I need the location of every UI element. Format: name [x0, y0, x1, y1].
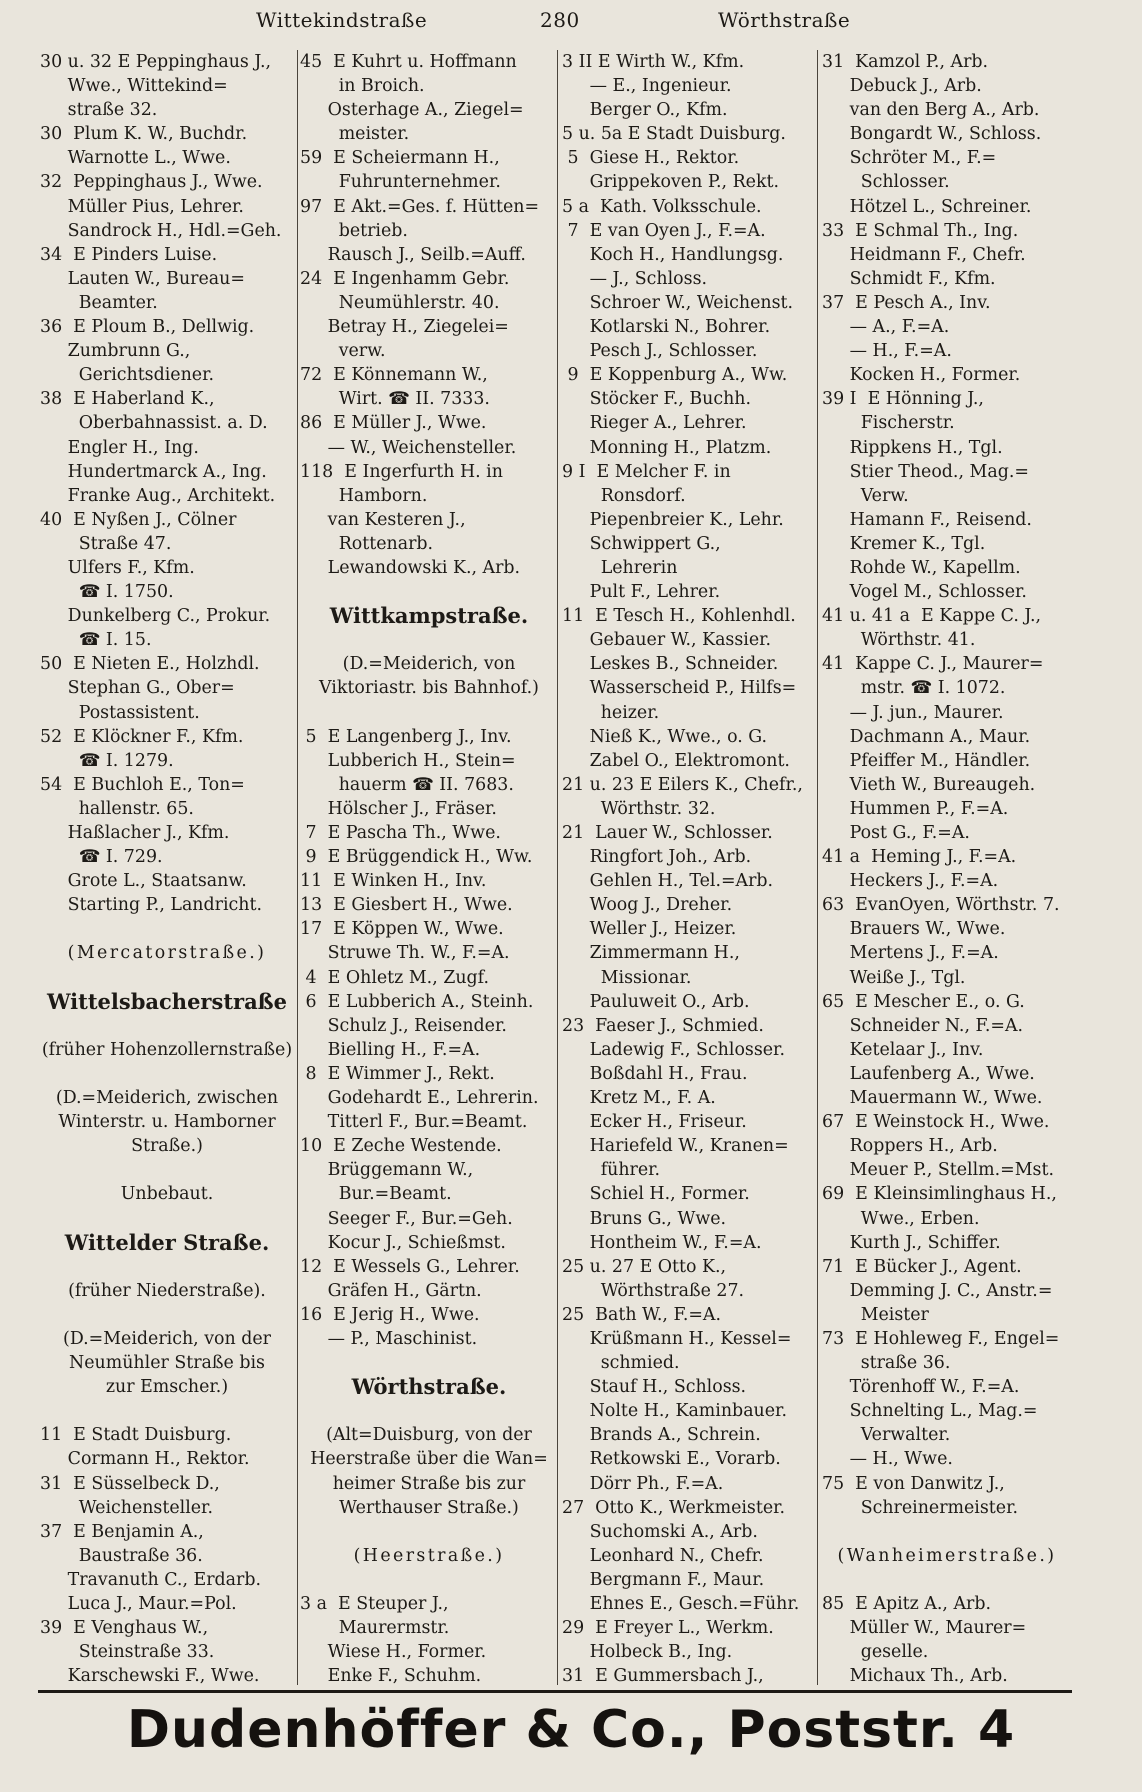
directory-line: van Kesteren J.,	[300, 509, 466, 530]
directory-line: 45 E Kuhrt u. Hoffmann	[300, 52, 517, 72]
directory-line: 41 Kappe C. J., Maurer=	[822, 654, 1044, 675]
directory-line: Straße 47.	[40, 533, 172, 554]
directory-line: Hamann F., Reisend.	[822, 509, 1032, 530]
directory-line: Fuhrunternehmer.	[300, 172, 501, 193]
directory-line: Stier Theod., Mag.=	[822, 461, 1029, 482]
directory-line: Wasserscheid P., Hilfs=	[562, 678, 797, 699]
spacer	[40, 1303, 294, 1327]
directory-line: Laufenberg A., Wwe.	[822, 1063, 1035, 1084]
directory-line: (D.=Meiderich, zwischen	[55, 1088, 279, 1109]
directory-line: — W., Weichensteller.	[300, 437, 517, 458]
spacer	[40, 1158, 294, 1182]
directory-line: 33 E Schmal Th., Ing.	[822, 220, 1019, 241]
directory-line: 3 II E Wirth W., Kfm.	[562, 52, 745, 72]
directory-line: Wörthstr. 41.	[822, 630, 976, 651]
directory-line: Kretz M., F. A.	[562, 1088, 716, 1109]
directory-line: Stauf H., Schloss.	[562, 1377, 747, 1398]
directory-line: Karschewski F., Wwe.	[40, 1666, 260, 1685]
directory-line: Ulfers F., Kfm.	[40, 557, 195, 578]
directory-line: — A., F.=A.	[822, 317, 950, 338]
directory-line: Vieth W., Bureaugeh.	[822, 774, 1036, 795]
directory-line: Godehardt E., Lehrerin.	[300, 1088, 539, 1109]
directory-line: 97 E Akt.=Ges. f. Hütten=	[300, 196, 540, 217]
directory-line: Kurth J., Schiffer.	[822, 1232, 1001, 1253]
directory-line: ☎ I. 1750.	[40, 582, 174, 603]
page-number: 280	[540, 8, 580, 32]
directory-line: Gräfen H., Gärtn.	[300, 1280, 482, 1301]
directory-line: Wiese H., Former.	[300, 1642, 487, 1663]
directory-line: Ketelaar J., Inv.	[822, 1039, 984, 1060]
directory-line: Boßdahl H., Frau.	[562, 1063, 748, 1084]
page-header	[0, 8, 1142, 42]
directory-line: Hamborn.	[300, 485, 428, 506]
directory-line: Demming J. C., Anstr.=	[822, 1280, 1053, 1301]
directory-line: Rohde W., Kapellm.	[822, 557, 1021, 578]
directory-line: Haßlacher J., Kfm.	[40, 823, 230, 843]
directory-line: Maurermstr.	[300, 1618, 450, 1639]
directory-line: Berger O., Kfm.	[562, 100, 728, 121]
directory-line: 37 E Pesch A., Inv.	[822, 292, 991, 313]
directory-line: Unbebaut.	[120, 1184, 214, 1205]
spacer	[300, 1568, 558, 1592]
directory-line: (Heerstraße.)	[353, 1545, 505, 1566]
directory-line: Wwe., Wittekind=	[40, 76, 228, 97]
spacer	[300, 1351, 558, 1375]
directory-line: Heidmann F., Chefr.	[822, 244, 1026, 265]
directory-line: van den Berg A., Arb.	[822, 100, 1040, 121]
spacer	[40, 1014, 294, 1038]
column-3	[562, 50, 816, 1685]
directory-line: Missionar.	[562, 967, 692, 988]
directory-line: 21 Lauer W., Schlosser.	[562, 823, 773, 843]
directory-line: 54 E Buchloh E., Ton=	[40, 774, 245, 795]
directory-line: Meister	[822, 1304, 929, 1325]
directory-line: 5 Giese H., Rektor.	[562, 148, 740, 169]
directory-line: 13 E Giesbert H., Wwe.	[300, 895, 513, 916]
column-1	[40, 50, 294, 1685]
directory-line: Cormann H., Rektor.	[40, 1449, 250, 1470]
directory-line: 50 E Nieten E., Holzhdl.	[40, 654, 260, 675]
directory-line: 67 E Weinstock H., Wwe.	[822, 1112, 1050, 1133]
directory-line: 75 E von Danwitz J.,	[822, 1473, 1005, 1494]
column-divider	[817, 50, 818, 1685]
directory-line: Hölscher J., Fräser.	[300, 798, 497, 819]
directory-line: 9 I E Melcher F. in	[562, 461, 731, 482]
spacer	[300, 628, 558, 652]
directory-line: Lehrerin	[562, 557, 678, 578]
directory-line: in Broich.	[300, 76, 425, 97]
directory-line: Rieger A., Lehrer.	[562, 413, 747, 434]
directory-line: 65 E Mescher E., o. G.	[822, 991, 1025, 1012]
directory-line: Piepenbreier K., Lehr.	[562, 509, 784, 530]
directory-line: Warnotte L., Wwe.	[40, 148, 231, 169]
directory-line: 73 E Hohleweg F., Engel=	[822, 1328, 1060, 1349]
directory-line: Enke F., Schuhm.	[300, 1666, 482, 1685]
directory-line: Brands A., Schrein.	[562, 1425, 761, 1446]
directory-line: 27 Otto K., Werkmeister.	[562, 1497, 786, 1518]
spacer	[40, 1062, 294, 1086]
directory-line: Schlosser.	[822, 172, 950, 193]
street-heading: Wörthstraße.	[351, 1375, 507, 1400]
directory-line: 24 E Ingenhamm Gebr.	[300, 268, 510, 289]
directory-line: 118 E Ingerfurth H. in	[300, 461, 503, 482]
directory-line: Stephan G., Ober=	[40, 678, 235, 699]
directory-line: Hariefeld W., Kranen=	[562, 1136, 789, 1157]
directory-line: 32 Peppinghaus J., Wwe.	[40, 172, 263, 193]
directory-line: Wörthstraße 27.	[562, 1280, 745, 1301]
directory-line: Travanuth C., Erdarb.	[40, 1569, 261, 1590]
directory-line: — J., Schloss.	[562, 268, 708, 289]
directory-line: Schröter M., F.=	[822, 148, 997, 169]
directory-line: 11 E Winken H., Inv.	[300, 871, 487, 892]
directory-line: Engler H., Ing.	[40, 437, 199, 458]
directory-line: Gerichtsdiener.	[40, 365, 215, 386]
directory-line: Neumühler Straße bis	[69, 1353, 265, 1374]
directory-line: Bur.=Beamt.	[300, 1184, 452, 1205]
directory-line: Neumühlerstr. 40.	[300, 292, 500, 313]
directory-line: Hundertmarck A., Ing.	[40, 461, 267, 482]
column-divider	[297, 50, 298, 1685]
directory-line: Brüggemann W.,	[300, 1160, 474, 1181]
directory-line: Lubberich H., Stein=	[300, 750, 516, 771]
directory-line: (Alt=Duisburg, von der	[326, 1425, 532, 1446]
directory-line: Steinstraße 33.	[40, 1642, 215, 1663]
directory-line: Dörr Ph., F.=A.	[562, 1473, 724, 1494]
directory-line: Viktoriastr. bis Bahnhof.)	[319, 678, 539, 699]
directory-line: straße 36.	[822, 1353, 951, 1374]
spacer	[40, 917, 294, 941]
column-4	[822, 50, 1072, 1685]
directory-line: Seeger F., Bur.=Geh.	[300, 1208, 513, 1229]
directory-line: Rippkens H., Tgl.	[822, 437, 1003, 458]
directory-line: 31 Kamzol P., Arb.	[822, 52, 989, 72]
directory-line: Dunkelberg C., Prokur.	[40, 606, 271, 627]
directory-line: Pult F., Lehrer.	[562, 582, 721, 603]
directory-line: Kocken H., Former.	[822, 365, 1021, 386]
directory-line: Zimmermann H.,	[562, 943, 740, 964]
footer-advertisement: Dudenhöffer & Co., Poststr. 4	[126, 1700, 1016, 1760]
directory-line: 17 E Köppen W., Wwe.	[300, 919, 504, 940]
spacer	[300, 701, 558, 725]
directory-line: betrieb.	[300, 220, 408, 241]
directory-line: 71 E Bücker J., Agent.	[822, 1256, 1022, 1277]
header-right-street: Wörthstraße	[718, 8, 851, 32]
directory-line: Oberbahnassist. a. D.	[40, 413, 268, 434]
directory-line: Sandrock H., Hdl.=Geh.	[40, 220, 282, 241]
directory-line: Ladewig F., Schlosser.	[562, 1039, 785, 1060]
directory-line: 34 E Pinders Luise.	[40, 244, 218, 265]
directory-line: 4 E Ohletz M., Zugf.	[300, 967, 490, 988]
directory-line: 16 E Jerig H., Wwe.	[300, 1304, 480, 1325]
directory-line: — H., Wwe.	[822, 1449, 953, 1470]
directory-line: 37 E Benjamin A.,	[40, 1521, 204, 1542]
directory-line: 30 Plum K. W., Buchdr.	[40, 124, 248, 145]
street-heading: Wittelsbacherstraße	[46, 989, 288, 1014]
directory-columns	[0, 50, 1142, 1685]
directory-line: Meuer P., Stellm.=Mst.	[822, 1160, 1054, 1181]
directory-line: hauerm ☎ II. 7683.	[300, 774, 514, 795]
directory-line: mstr. ☎ I. 1072.	[822, 678, 1006, 699]
directory-line: 38 E Haberland K.,	[40, 389, 215, 410]
directory-line: Holbeck B., Ing.	[562, 1642, 733, 1663]
directory-line: meister.	[300, 124, 410, 145]
directory-line: (Wanheimerstraße.)	[837, 1545, 1057, 1566]
directory-line: Osterhage A., Ziegel=	[300, 100, 524, 121]
spacer	[300, 1399, 558, 1423]
directory-line: Suchomski A., Arb.	[562, 1521, 758, 1542]
directory-line: 41 u. 41 a E Kappe C. J.,	[822, 606, 1042, 627]
directory-line: hallenstr. 65.	[40, 798, 194, 819]
directory-line: schmied.	[562, 1353, 680, 1374]
directory-line: Struwe Th. W., F.=A.	[300, 943, 510, 964]
directory-line: Ringfort Joh., Arb.	[562, 847, 752, 868]
directory-line: Leonhard N., Chefr.	[562, 1545, 764, 1566]
directory-line: Zabel O., Elektromont.	[562, 750, 790, 771]
directory-line: Bruns G., Wwe.	[562, 1208, 727, 1229]
directory-line: Woog J., Dreher.	[562, 895, 733, 916]
directory-line: Debuck J., Arb.	[822, 76, 982, 97]
directory-line: 59 E Scheiermann H.,	[300, 148, 500, 169]
directory-line: Kocur J., Schießmst.	[300, 1232, 506, 1253]
directory-line: Verwalter.	[822, 1425, 951, 1446]
directory-line: Pesch J., Schlosser.	[562, 341, 758, 362]
directory-line: 31 E Gummersbach J.,	[562, 1666, 764, 1685]
directory-line: Franke Aug., Architekt.	[40, 485, 276, 506]
directory-line: 86 E Müller J., Wwe.	[300, 413, 487, 434]
directory-line: Weiße J., Tgl.	[822, 967, 966, 988]
directory-line: Schmidt F., Kfm.	[822, 268, 996, 289]
directory-line: Wwe., Erben.	[822, 1208, 980, 1229]
directory-line: Törenhoff W., F.=A.	[822, 1377, 1020, 1398]
directory-line: Post G., F.=A.	[822, 823, 970, 843]
column-2	[300, 50, 558, 1685]
directory-line: Luca J., Maur.=Pol.	[40, 1594, 237, 1614]
directory-line: Bergmann F., Maur.	[562, 1569, 765, 1590]
directory-line: Leskes B., Schneider.	[562, 654, 779, 675]
directory-line: 41 a Heming J., F.=A.	[822, 847, 1017, 868]
directory-line: Fischerstr.	[822, 413, 955, 434]
directory-line: Bongardt W., Schloss.	[822, 124, 1042, 145]
directory-line: 39 E Venghaus W.,	[40, 1618, 209, 1639]
directory-line: Hummen P., F.=A.	[822, 798, 1009, 819]
directory-line: Michaux Th., Arb.	[822, 1666, 1008, 1685]
directory-line: 5 a Kath. Volksschule.	[562, 196, 762, 217]
directory-line: Verw.	[822, 485, 909, 506]
directory-line: 25 Bath W., F.=A.	[562, 1304, 722, 1325]
directory-line: Rausch J., Seilb.=Auff.	[300, 244, 526, 265]
directory-line: Starting P., Landricht.	[40, 895, 262, 916]
directory-line: (Mercatorstraße.)	[67, 943, 267, 964]
directory-line: Mertens J., F.=A.	[822, 943, 999, 964]
directory-line: Schiel H., Former.	[562, 1184, 750, 1205]
directory-line: straße 32.	[40, 100, 158, 121]
directory-line: Bielling H., F.=A.	[300, 1039, 481, 1060]
directory-line: 5 u. 5a E Stadt Duisburg.	[562, 124, 786, 145]
directory-line: Beamter.	[40, 292, 158, 313]
directory-line: 30 u. 32 E Peppinghaus J.,	[40, 52, 272, 72]
directory-line: Kremer K., Tgl.	[822, 533, 986, 554]
directory-line: Hötzel L., Schreiner.	[822, 196, 1032, 217]
directory-line: Hontheim W., F.=A.	[562, 1232, 762, 1253]
directory-line: Lauten W., Bureau=	[40, 268, 245, 289]
directory-line: Müller W., Maurer=	[822, 1618, 1027, 1639]
directory-line: Gebauer W., Kassier.	[562, 630, 772, 651]
directory-line: 11 E Tesch H., Kohlenhdl.	[562, 606, 796, 627]
spacer	[300, 1520, 558, 1544]
directory-line: 85 E Apitz A., Arb.	[822, 1594, 992, 1614]
directory-line: — E., Ingenieur.	[562, 76, 732, 97]
directory-line: 63 EvanOyen, Wörthstr. 7.	[822, 895, 1060, 916]
directory-line: 40 E Nyßen J., Cölner	[40, 509, 237, 530]
footer-rule	[38, 1690, 1072, 1693]
directory-line: Weichensteller.	[40, 1497, 213, 1518]
directory-line: Schneider N., F.=A.	[822, 1015, 1024, 1036]
directory-line: ☎ I. 1279.	[40, 750, 174, 771]
directory-line: Rottenarb.	[300, 533, 434, 554]
directory-line: Zumbrunn G.,	[40, 341, 191, 362]
directory-line: 7 E Pascha Th., Wwe.	[300, 823, 501, 843]
directory-line: Mauermann W., Wwe.	[822, 1088, 1043, 1109]
directory-line: 5 E Langenberg J., Inv.	[300, 726, 512, 747]
directory-line: ☎ I. 15.	[40, 630, 152, 651]
directory-line: — J. jun., Maurer.	[822, 702, 1004, 723]
spacer	[40, 1399, 294, 1423]
directory-line: 12 E Wessels G., Lehrer.	[300, 1256, 520, 1277]
directory-line: Krüßmann H., Kessel=	[562, 1328, 792, 1349]
directory-line: Roppers H., Arb.	[822, 1136, 998, 1157]
directory-line: Kotlarski N., Bohrer.	[562, 317, 771, 338]
directory-line: 21 u. 23 E Eilers K., Chefr.,	[562, 774, 803, 795]
directory-line: Gehlen H., Tel.=Arb.	[562, 871, 774, 892]
directory-line: Retkowski E., Vorarb.	[562, 1449, 781, 1470]
directory-line: 8 E Wimmer J., Rekt.	[300, 1063, 495, 1084]
directory-line: 72 E Könnemann W.,	[300, 365, 488, 386]
directory-line: Nolte H., Kaminbauer.	[562, 1401, 787, 1422]
directory-line: Postassistent.	[40, 702, 200, 723]
directory-line: Ronsdorf.	[562, 485, 686, 506]
directory-line: Ecker H., Friseur.	[562, 1112, 747, 1133]
street-heading: Wittkampstraße.	[329, 604, 529, 629]
directory-line: Pfeiffer M., Händler.	[822, 750, 1031, 771]
directory-line: 69 E Kleinsimlinghaus H.,	[822, 1184, 1057, 1205]
directory-line: (früher Niederstraße).	[68, 1280, 266, 1301]
directory-line: heizer.	[562, 702, 660, 723]
directory-line: 36 E Ploum B., Dellwig.	[40, 317, 255, 338]
directory-line: 6 E Lubberich A., Steinh.	[300, 991, 534, 1012]
directory-line: heimer Straße bis zur	[332, 1473, 526, 1494]
directory-line: geselle.	[822, 1642, 929, 1663]
directory-line: ☎ I. 729.	[40, 847, 163, 868]
directory-line: Schnelting L., Mag.=	[822, 1401, 1038, 1422]
directory-line: Stöcker F., Buchh.	[562, 389, 752, 410]
directory-line: Ehnes E., Gesch.=Führ.	[562, 1594, 800, 1614]
spacer	[300, 580, 558, 604]
directory-line: 25 u. 27 E Otto K.,	[562, 1256, 727, 1277]
directory-line: Betray H., Ziegelei=	[300, 317, 509, 338]
header-left-street: Wittekindstraße	[256, 8, 428, 32]
directory-line: 31 E Süsselbeck D.,	[40, 1473, 220, 1494]
street-heading: Wittelder Straße.	[64, 1230, 270, 1255]
directory-line: 3 a E Steuper J.,	[300, 1594, 449, 1614]
directory-line: 10 E Zeche Westende.	[300, 1136, 502, 1157]
directory-line: 23 Faeser J., Schmied.	[562, 1015, 764, 1036]
directory-line: Koch H., Handlungsg.	[562, 244, 784, 265]
directory-line: (früher Hohenzollernstraße)	[41, 1039, 293, 1060]
directory-line: verw.	[300, 341, 386, 362]
directory-line: 39 I E Hönning J.,	[822, 389, 984, 410]
directory-line: zur Emscher.)	[105, 1377, 229, 1398]
directory-line: Weller J., Heizer.	[562, 919, 737, 940]
directory-line: Monning H., Platzm.	[562, 437, 772, 458]
directory-line: Schroer W., Weichenst.	[562, 292, 794, 313]
spacer	[40, 1255, 294, 1279]
directory-line: 29 E Freyer L., Werkm.	[562, 1618, 774, 1639]
directory-line: Grippekoven P., Rekt.	[562, 172, 780, 193]
directory-line: führer.	[562, 1160, 661, 1181]
directory-line: Straße.)	[131, 1136, 203, 1157]
directory-line: Brauers W., Wwe.	[822, 919, 1006, 940]
directory-line: Schreinermeister.	[822, 1497, 1019, 1518]
column-divider	[557, 50, 558, 1685]
directory-line: 7 E van Oyen J., F.=A.	[562, 220, 766, 241]
directory-line: Schwippert G.,	[562, 533, 721, 554]
directory-line: Müller Pius, Lehrer.	[40, 196, 244, 217]
directory-line: Wirt. ☎ II. 7333.	[300, 389, 490, 410]
directory-line: 52 E Klöckner F., Kfm.	[40, 726, 244, 747]
directory-line: 9 E Koppenburg A., Ww.	[562, 365, 788, 386]
spacer	[40, 1207, 294, 1231]
directory-line: Grote L., Staatsanw.	[40, 871, 247, 892]
directory-line: Vogel M., Schlosser.	[822, 582, 1027, 603]
directory-line: Nieß K., Wwe., o. G.	[562, 726, 768, 747]
directory-line: (D.=Meiderich, von der	[63, 1328, 271, 1349]
directory-line: 11 E Stadt Duisburg.	[40, 1425, 232, 1446]
directory-line: — H., F.=A.	[822, 341, 952, 362]
directory-line: Titterl F., Bur.=Beamt.	[300, 1112, 528, 1133]
directory-line: (D.=Meiderich, von	[342, 654, 516, 675]
directory-line: Dachmann A., Maur.	[822, 726, 1031, 747]
directory-line: Baustraße 36.	[40, 1545, 203, 1566]
directory-line: Lewandowski K., Arb.	[300, 557, 521, 578]
directory-line: 9 E Brüggendick H., Ww.	[300, 847, 533, 868]
directory-line: Heerstraße über die Wan=	[310, 1449, 548, 1470]
directory-line: Schulz J., Reisender.	[300, 1015, 507, 1036]
directory-line: — P., Maschinist.	[300, 1328, 478, 1349]
spacer	[40, 966, 294, 990]
directory-line: Heckers J., F.=A.	[822, 871, 999, 892]
directory-line: Wörthstr. 32.	[562, 798, 716, 819]
directory-line: Winterstr. u. Hamborner	[58, 1112, 276, 1133]
spacer	[822, 1520, 1072, 1544]
directory-line: Werthauser Straße.)	[339, 1497, 519, 1518]
spacer	[822, 1568, 1072, 1592]
directory-line: Pauluweit O., Arb.	[562, 991, 750, 1012]
